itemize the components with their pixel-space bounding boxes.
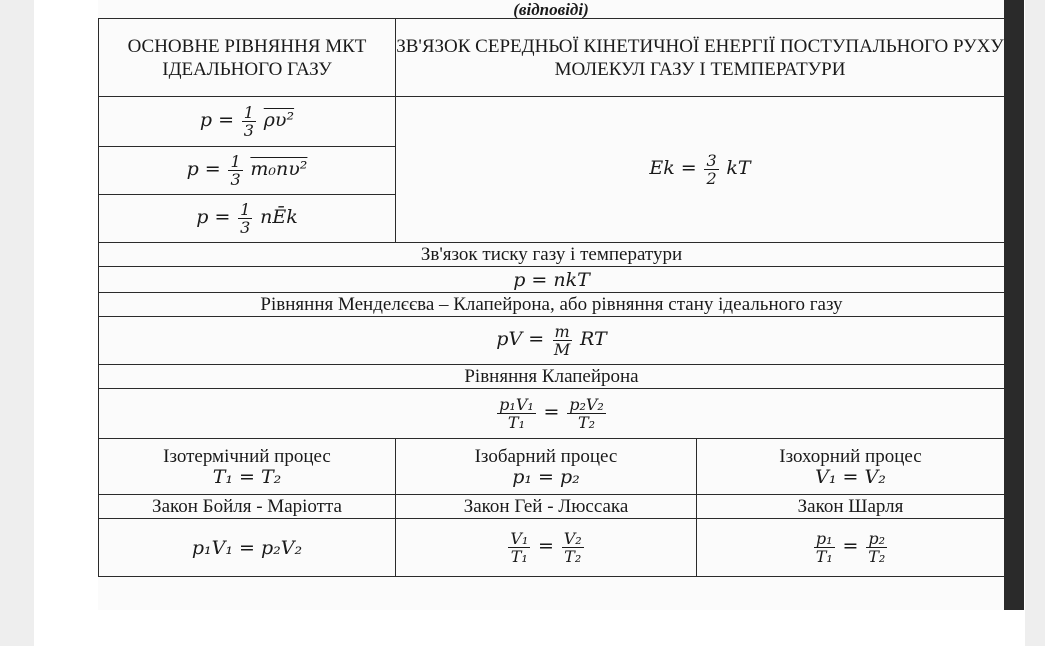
mkt-equation-1: p = $\frac{1}{3}$ ρυ² [99,97,396,147]
gay-lussac-law: Закон Гей - Люссака [396,495,697,519]
document-sheet [98,0,1004,610]
clapeyron-title: Рівняння Клапейрона [99,365,1005,389]
pressure-title: Зв'язок тиску газу і температури [99,243,1005,267]
isochoric-process: Ізохорний процес V₁ = V₂ [697,439,1005,495]
mendeleev-title: Рівняння Менделєєва – Клапейрона, або рівняння стану ідеального газу [99,293,1005,317]
clapeyron-equation: $\frac{\text{p₁V₁}}{\text{T₁}}$ = $\frac{\text{p₂V₂}}{\text{T₂}}$ [99,389,1005,439]
gay-lussac-formula: $\frac{\text{V₁}}{\text{T₁}}$ = $\frac{\text{V₂}}{\text{T₂}}$ [396,519,697,577]
boyle-mariotte-law: Закон Бойля - Маріотта [99,495,396,519]
mendeleev-equation: pV = $\frac{m}{M}$ RT [99,317,1005,365]
mkt-equation-3: p = $\frac{1}{3}$ nĒk [99,195,396,243]
formula-table [98,18,1005,577]
right-heading: ЗВ'ЯЗОК СЕРЕДНЬОЇ КІНЕТИЧНОЇ ЕНЕРГІЇ ПОСТУПАЛЬНОГО РУХУ МОЛЕКУЛ ГАЗУ І ТЕМПЕРАТУРИ [396,19,1005,97]
energy-temperature-equation: Ek = $\frac{3}{2}$ kT [396,97,1005,243]
page [34,0,1025,646]
mkt-equation-2: p = $\frac{1}{3}$ m₀nυ² [99,147,396,195]
left-heading: ОСНОВНЕ РІВНЯННЯ МКТ ІДЕАЛЬНОГО ГАЗУ [99,19,396,97]
scan-edge-shadow [1004,0,1024,610]
pressure-equation: p = nkT [99,267,1005,293]
isothermal-process: Ізотермічний процес T₁ = T₂ [99,439,396,495]
header-note: (відповіді) [513,0,589,19]
boyle-mariotte-formula: p₁V₁ = p₂V₂ [99,519,396,577]
charles-formula: $\frac{\text{p₁}}{\text{T₁}}$ = $\frac{\text{p₂}}{\text{T₂}}$ [697,519,1005,577]
isobaric-process: Ізобарний процес p₁ = p₂ [396,439,697,495]
charles-law: Закон Шарля [697,495,1005,519]
